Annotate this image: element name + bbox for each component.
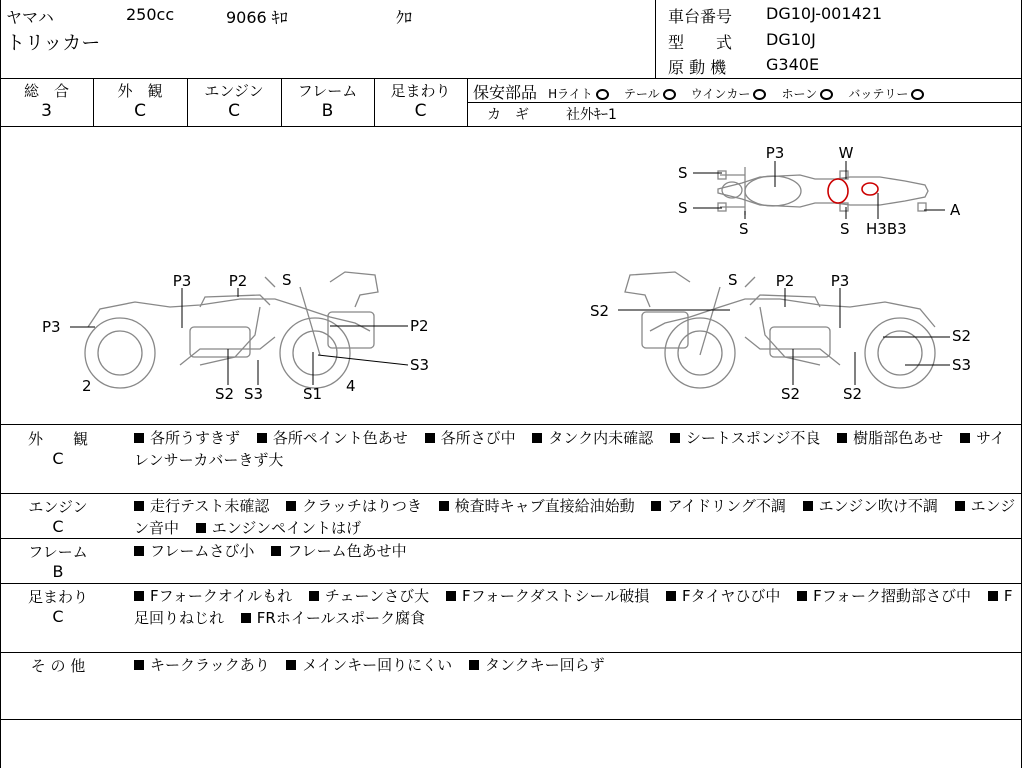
section-suspension-body [134, 585, 1016, 629]
right-label-s2-rear: S2 [952, 327, 972, 345]
bullet-square-icon [469, 660, 479, 670]
right-label-s: S [728, 271, 738, 289]
left-label-p3-rear: P3 [42, 318, 61, 336]
finding-item: サイレンサーカバーきず大 [134, 429, 1005, 469]
section-engine-body [134, 495, 1016, 539]
finding-item: キークラックあり [150, 656, 270, 674]
grade-frame-value: B [321, 101, 334, 121]
finding-item: タンクキー回らず [484, 656, 605, 674]
left-label-s1: S1 [303, 385, 323, 403]
right-label-p3: P3 [830, 272, 850, 290]
section-frame-grade: B [52, 562, 64, 581]
section-appearance-grade: C [52, 449, 64, 468]
grade-total-label: 総 合 [23, 82, 69, 100]
bullet-square-icon [257, 433, 267, 443]
bullet-square-icon [837, 433, 847, 443]
top-label-s4: S [840, 220, 850, 238]
finding-item: フレームさび小 [150, 542, 255, 560]
ok-circle-icon [596, 89, 609, 100]
finding-item: シートスポンジ不良 [685, 429, 821, 447]
section-suspension-grade: C [52, 607, 64, 626]
key-value: 社外ｷｰ1 [566, 107, 617, 123]
bullet-square-icon [803, 501, 813, 511]
section-frame-title: フレーム [28, 543, 88, 561]
grade-total-value: 3 [41, 101, 52, 121]
section-other-title: そ の 他 [30, 657, 86, 675]
grade-engine-value: C [228, 101, 240, 121]
color: ｸﾛ [396, 8, 413, 27]
bullet-square-icon [196, 523, 206, 533]
ok-circle-icon [663, 89, 676, 100]
bullet-square-icon [651, 501, 661, 511]
finding-item: タンク内未確認 [548, 429, 654, 447]
bullet-square-icon [532, 433, 542, 443]
bullet-square-icon [134, 433, 144, 443]
left-label-s3: S3 [410, 356, 430, 374]
section-suspension-title: 足まわり [27, 588, 88, 606]
section-engine-title: エンジン [28, 498, 88, 516]
damage-diagram [0, 127, 1020, 423]
section-engine-grade: C [52, 517, 64, 536]
finding-item: メインキー回りにくい [302, 656, 453, 674]
finding-item: 各所ペイント色あせ [272, 429, 408, 447]
bullet-square-icon [666, 591, 676, 601]
grade-frame-label: フレーム [297, 82, 358, 100]
ok-circle-icon [911, 89, 924, 100]
engine-value: G340E [766, 55, 820, 74]
bullet-square-icon [439, 501, 449, 511]
safety-item-headlight: Hライト [548, 87, 609, 101]
top-view-motorcycle [718, 167, 928, 215]
bullet-square-icon [286, 501, 296, 511]
finding-item: エンジンペイントはげ [211, 519, 362, 537]
bullet-square-icon [134, 660, 144, 670]
left-label-p3: P3 [172, 272, 192, 290]
left-label-s: S [282, 271, 292, 289]
key-label: カ ギ [487, 107, 529, 123]
ok-circle-icon [753, 89, 766, 100]
grade-suspension-label: 足まわり [390, 82, 451, 100]
finding-item: 各所うすきず [150, 429, 241, 447]
safety-item-taillight: テール [624, 87, 676, 101]
maker: ヤマハ [6, 8, 54, 27]
right-label-p2: P2 [775, 272, 795, 290]
bullet-square-icon [797, 591, 807, 601]
bullet-square-icon [988, 591, 998, 601]
finding-item: アイドリング不調 [667, 497, 786, 515]
bullet-square-icon [134, 591, 144, 601]
finding-item: エンジン音中 [134, 497, 1016, 537]
grade-appearance-label: 外 観 [117, 82, 163, 100]
right-label-s2-eng: S2 [781, 385, 801, 403]
grade-suspension-value: C [414, 101, 427, 121]
model-name: トリッカー [6, 32, 101, 54]
bullet-square-icon [425, 433, 435, 443]
top-label-a: A [950, 201, 961, 219]
finding-item: Fフォークダストシール破損 [461, 587, 650, 605]
bullet-square-icon [670, 433, 680, 443]
type-value: DG10J [766, 30, 816, 49]
bullet-square-icon [309, 591, 319, 601]
left-label-p2: P2 [228, 272, 248, 290]
right-label-s2-box: S2 [590, 302, 610, 320]
bullet-square-icon [446, 591, 456, 601]
safety-item-battery: バッテリー [848, 87, 924, 101]
safety-label: 保安部品 [473, 83, 538, 102]
top-label-w: W [838, 144, 854, 162]
grade-engine-label: エンジン [204, 82, 264, 100]
left-label-4: 4 [346, 377, 356, 395]
safety-item-winker: ウインカー [691, 87, 767, 101]
finding-item: 樹脂部色あせ [853, 429, 944, 447]
top-label-s1: S [678, 164, 688, 182]
top-label-p3: P3 [765, 144, 785, 162]
bullet-square-icon [271, 546, 281, 556]
finding-item: フレーム色あせ中 [287, 542, 407, 560]
finding-item: Fフォークオイルもれ [150, 587, 293, 605]
finding-item: 走行テスト未確認 [150, 497, 270, 515]
bullet-square-icon [134, 501, 144, 511]
mileage: 9066 ｷﾛ [226, 8, 288, 27]
top-label-s2: S [678, 199, 688, 217]
finding-item: クラッチはりつき [302, 497, 422, 515]
right-label-s2-ex: S2 [843, 385, 863, 403]
safety-item-horn: ホーン [781, 87, 833, 101]
frame-no-label: 車台番号 [668, 7, 733, 26]
bullet-square-icon [241, 613, 251, 623]
left-label-p2-box: P2 [410, 317, 429, 335]
finding-item: Fフォーク摺動部さび中 [813, 587, 972, 605]
finding-item: エンジン吹け不調 [818, 497, 938, 515]
ok-circle-icon [820, 89, 833, 100]
frame-no: DG10J-001421 [766, 4, 883, 23]
finding-item: Fタイヤひび中 [682, 587, 781, 605]
section-frame-body [134, 540, 1016, 562]
bullet-square-icon [286, 660, 296, 670]
finding-item: F足回りねじれ [134, 587, 1013, 627]
displacement: 250cc [126, 5, 175, 24]
bullet-square-icon [955, 501, 965, 511]
top-label-h3b3: H3B3 [866, 220, 907, 238]
damage-marks [828, 179, 878, 203]
section-appearance-title: 外 観 [27, 430, 88, 448]
section-appearance-body [134, 427, 1016, 471]
left-label-2: 2 [82, 377, 92, 395]
safety-parts [473, 80, 924, 103]
finding-item: 検査時キャブ直接給油始動 [454, 497, 635, 515]
bullet-square-icon [960, 433, 970, 443]
left-label-s2: S2 [215, 385, 235, 403]
right-label-s3: S3 [952, 356, 972, 374]
left-label-s3b: S3 [244, 385, 264, 403]
top-label-s3: S [739, 220, 749, 238]
finding-item: チェーンさび大 [324, 587, 430, 605]
bullet-square-icon [134, 546, 144, 556]
finding-item: FRホイールスポーク腐食 [256, 609, 426, 627]
section-other-body [134, 654, 1016, 676]
grade-appearance-value: C [134, 101, 146, 121]
type-label: 型 式 [668, 33, 733, 52]
finding-item: 各所さび中 [440, 429, 516, 447]
engine-label: 原 動 機 [668, 58, 727, 77]
